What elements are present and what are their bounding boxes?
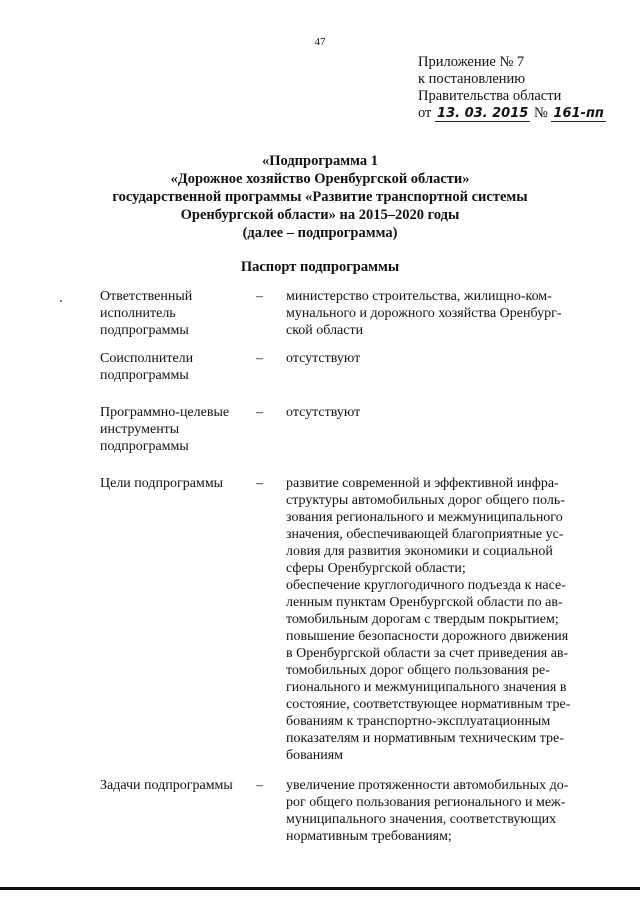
row-dash: –: [256, 289, 263, 304]
handwritten-date: 13. 03. 2015: [437, 106, 529, 121]
label-line: подпрограммы: [100, 323, 189, 338]
title-line: государственной программы «Развитие транспортной системы: [112, 189, 528, 205]
value-line: в Оренбургской области за счет приведения ав-: [286, 646, 569, 661]
label-line: Программно-целевые: [100, 405, 230, 420]
row-label: [100, 777, 250, 794]
value-line: муниципального значения, соответствующих: [286, 812, 557, 827]
passport-row-tasks: [100, 777, 600, 847]
passport-heading: Паспорт подпрограммы: [240, 259, 400, 275]
margin-mark: [60, 300, 62, 302]
row-dash: –: [256, 405, 263, 420]
passport-table: [100, 288, 600, 847]
appendix-line-3: Правительства области: [418, 88, 562, 104]
row-value: [286, 777, 640, 845]
value-line: состояние, соответствующее нормативным тре-: [286, 697, 571, 712]
title-line: «Дорожное хозяйство Оренбургской области»: [170, 171, 470, 187]
value-line: показателям и нормативным техническим тре-: [286, 731, 564, 746]
row-value: [286, 475, 640, 764]
row-dash: –: [256, 778, 263, 793]
passport-row-instruments: [100, 404, 600, 475]
value-line: томобильным дорогам с твердым покрытием;: [286, 612, 559, 627]
row-value: [286, 404, 640, 421]
label-line: Цели подпрограммы: [100, 476, 224, 491]
value-line: сферы Оренбургской области;: [286, 561, 466, 576]
title-line: (далее – подпрограмма): [242, 225, 398, 241]
passport-row-goals: [100, 475, 600, 777]
label-line: исполнитель: [100, 306, 176, 321]
value-line: рог общего пользования регионального и меж-: [286, 795, 566, 810]
passport-row-coexecutors: [100, 350, 600, 404]
value-line: томобильных дорог общего пользования ре-: [286, 663, 550, 678]
label-line: подпрограммы: [100, 368, 189, 383]
value-line: зования регионального и межмуниципального: [286, 510, 563, 525]
value-line: развитие современной и эффективной инфра-: [286, 476, 559, 491]
value-line: отсутствуют: [286, 351, 361, 366]
title-line: Оренбургской области» на 2015–2020 годы: [180, 207, 460, 223]
appendix-date-line: [418, 105, 618, 122]
row-value: [286, 288, 640, 339]
handwritten-number: 161-пп: [553, 106, 604, 121]
value-line: бованиям к транспортно-эксплуатационным: [286, 714, 551, 729]
appendix-line-2: к постановлению: [418, 71, 526, 87]
page-number: 47: [314, 36, 326, 48]
row-dash: –: [256, 476, 263, 491]
row-label: [100, 404, 250, 455]
label-line: Соисполнители: [100, 351, 194, 366]
value-line: нормативным требованиям;: [286, 829, 452, 844]
bottom-rule: [0, 887, 640, 890]
row-value: [286, 350, 640, 367]
value-line: ской области: [286, 323, 364, 338]
value-line: увеличение протяженности автомобильных до-: [286, 778, 569, 793]
label-line: инструменты: [100, 422, 180, 437]
appendix-line-1: Приложение № 7: [418, 54, 525, 70]
title-line: «Подпрограмма 1: [261, 153, 379, 169]
appendix-block: [418, 54, 618, 122]
row-label: [100, 350, 250, 384]
row-label: [100, 475, 250, 492]
row-label: [100, 288, 250, 339]
value-line: отсутствуют: [286, 405, 361, 420]
label-line: Задачи подпрограммы: [100, 778, 233, 793]
value-line: обеспечение круглогодичного подъезда к насе-: [286, 578, 566, 593]
document-title: [0, 152, 640, 242]
value-line: значения, обеспечивающей благоприятные ус-: [286, 527, 564, 542]
row-dash: –: [256, 351, 263, 366]
date-prefix: от: [418, 105, 432, 121]
number-prefix: №: [533, 105, 548, 121]
label-line: подпрограммы: [100, 439, 189, 454]
label-line: Ответственный: [100, 289, 193, 304]
value-line: структуры автомобильных дорог общего поль-: [286, 493, 565, 508]
value-line: министерство строительства, жилищно-ком-: [286, 289, 552, 304]
value-line: повышение безопасности дорожного движения: [286, 629, 569, 644]
value-line: гионального и межмуниципального значения в: [286, 680, 567, 695]
value-line: ленным пунктам Оренбургской области по ав-: [286, 595, 563, 610]
value-line: мунального и дорожного хозяйства Оренбург-: [286, 306, 562, 321]
value-line: ловия для развития экономики и социальной: [286, 544, 553, 559]
value-line: бованиям: [286, 748, 344, 763]
passport-row-responsible: [100, 288, 600, 350]
